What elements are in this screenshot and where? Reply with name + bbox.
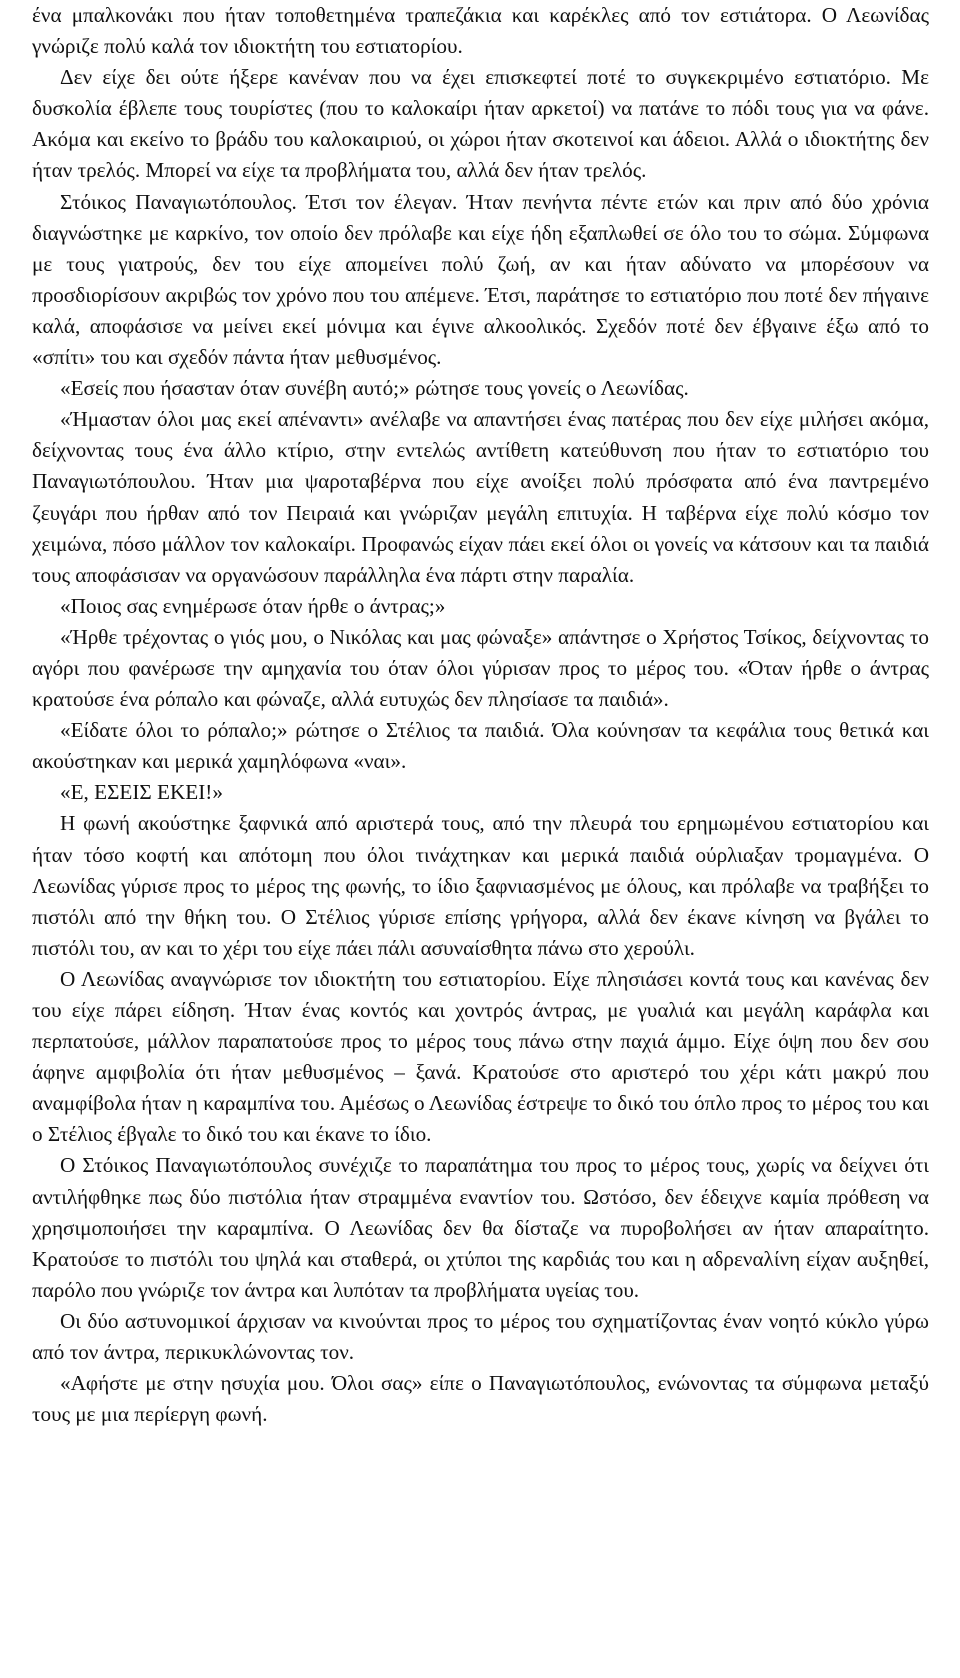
document-page	[32, 0, 929, 1430]
paragraph-13: Οι δύο αστυνομικοί άρχισαν να κινούνται προς το μέρος του σχηματίζοντας έναν νοητό κύκλο γύρω από τον άντρα, περικυκλώνοντας τον.	[32, 1308, 929, 1365]
paragraph-10: Η φωνή ακούστηκε ξαφνικά από αριστερά τους, από την πλευρά του ερημωμένου εστιατορίου και ήταν τόσο κοφτή και απότομη που όλοι τινάχτηκαν και μερικά παιδιά ούρλιαξαν τρομαγμένα. Ο Λεωνίδας γύρισε προς το μέρος της φωνής, το ίδιο ξαφνιασμένος με όλους, και πρόλαβε να τραβήξει το πιστόλι από την θήκη του. Ο Στέλιος γύρισε επίσης γρήγορα, αλλά δεν έκανε κίνηση να βγάλει το πιστόλι του, αν και το χέρι του είχε πάει πάλι ασυναίσθητα πάνω στο χερούλι.	[32, 811, 929, 960]
paragraph-1: ένα μπαλκονάκι που ήταν τοποθετημένα τραπεζάκια και καρέκλες από τον εστιάτορα. Ο Λεωνίδας γνώριζε πολύ καλά τον ιδιοκτήτη του εστιατορίου.	[32, 3, 929, 59]
paragraph-14: «Αφήστε με στην ησυχία μου. Όλοι σας» είπε ο Παναγιωτόπουλος, ενώνοντας τα σύμφωνα μεταξύ τους με μια περίεργη φωνή.	[32, 1371, 929, 1427]
paragraph-3: Στόικος Παναγιωτόπουλος. Έτσι τον έλεγαν. Ήταν πενήντα πέντε ετών και πριν από δύο χρόνια διαγνώστηκε με καρκίνο, τον οποίο δεν πρόλαβε και είχε ήδη εξαπλωθεί σε όλο του το σώμα. Σύμφωνα με τους γιατρούς, δεν του είχε απομείνει πολύ ζωή, αν και ήταν αδύνατο να μπορέσουν να προσδιορίσουν ακριβώς τον χρόνο που του απέμενε. Έτσι, παράτησε το εστιατόριο που ποτέ δεν πήγαινε καλά, αποφάσισε να μείνει εκεί μόνιμα και έγινε αλκοολικός. Σχεδόν ποτέ δεν έβγαινε έξω από το «σπίτι» του και σχεδόν πάντα ήταν μεθυσμένος.	[32, 189, 929, 370]
paragraph-11: Ο Λεωνίδας αναγνώρισε τον ιδιοκτήτη του εστιατορίου. Είχε πλησιάσει κοντά τους και κανένας δεν του είχε πάρει είδηση. Ήταν ένας κοντός και χοντρός άντρας, με γυαλιά και μεγάλη καράφλα και περπατούσε, μάλλον παραπατούσε προς το μέρος τους πάνω στην παχιά άμμο. Είχε όψη που δεν σου άφηνε αμφιβολία ότι ήταν μεθυσμένος – ξανά. Κρατούσε στο αριστερό του χέρι κάτι μακρύ που αναμφίβολα ήταν η καραμπίνα του. Αμέσως ο Λεωνίδας έστρεψε το δικό του όπλο προς το μέρος του και ο Στέλιος έβγαλε το δικό του και έκανε το ίδιο.	[32, 966, 929, 1147]
paragraph-12: Ο Στόικος Παναγιωτόπουλος συνέχιζε το παραπάτημα του προς το μέρος τους, χωρίς να δείχνει ότι αντιλήφθηκε πως δύο πιστόλια ήταν στραμμένα εναντίον του. Ωστόσο, δεν έδειχνε καμία πρόθεση να χρησιμοποιήσει την καραμπίνα. Ο Λεωνίδας δεν θα δίσταζε να πυροβολήσει αν ήταν απαραίτητο. Κρατούσε το πιστόλι του ψηλά και σταθερά, οι χτύποι της καρδιάς του και η αδρεναλίνη είχαν αυξηθεί, παρόλο που γνώριζε τον άντρα και λυπόταν τα προβλήματα υγείας του.	[32, 1153, 929, 1302]
paragraph-8: «Είδατε όλοι το ρόπαλο;» ρώτησε ο Στέλιος τα παιδιά. Όλα κούνησαν τα κεφάλια τους θετικά και ακούστηκαν και μερικά χαμηλόφωνα «ναι».	[32, 718, 929, 774]
paragraph-9: «Ε, ΕΣΕΙΣ ΕΚΕΙ!»	[60, 780, 223, 805]
paragraph-7: «Ήρθε τρέχοντας ο γιός μου, ο Νικόλας και μας φώναξε» απάντησε ο Χρήστος Τσίκος, δείχνοντας το αγόρι που φανέρωσε την αμηχανία του όταν όλοι γύρισαν προς το μέρος του. «Όταν ήρθε ο άντρας κρατούσε ένα ρόπαλο και φώναζε, αλλά ευτυχώς δεν πλησίασε τα παιδιά».	[32, 624, 929, 712]
paragraph-6: «Ποιος σας ενημέρωσε όταν ήρθε ο άντρας;»	[60, 593, 446, 618]
paragraph-2: Δεν είχε δει ούτε ήξερε κανέναν που να έχει επισκεφτεί ποτέ το συγκεκριμένο εστιατόριο. Με δυσκολία έβλεπε τους τουρίστες (που το καλοκαίρι ήταν αρκετοί) να πατάνε το πόδι τους για να φάνε. Ακόμα και εκείνο το βράδυ του καλοκαιριού, οι χώροι ήταν σκοτεινοί και άδειοι. Αλλά ο ιδιοκτήτης δεν ήταν τρελός. Μπορεί να είχε τα προβλήματα του, αλλά δεν ήταν τρελός.	[32, 65, 929, 183]
paragraph-4: «Εσείς που ήσασταν όταν συνέβη αυτό;» ρώτησε τους γονείς ο Λεωνίδας.	[60, 376, 689, 401]
paragraph-5: «Ήμασταν όλοι μας εκεί απέναντι» ανέλαβε να απαντήσει ένας πατέρας που δεν είχε μιλήσει ακόμα, δείχνοντας τους ένα άλλο κτίριο, στην εντελώς αντίθετη κατεύθυνση που ήταν το εστιατόριο του Παναγιωτόπουλου. Ήταν μια ψαροταβέρνα που είχε ανοίξει πολύ πρόσφατα από ένα παντρεμένο ζευγάρι που ήρθαν από τον Πειραιά και γνώριζαν μεγάλη επιτυχία. Η ταβέρνα είχε πολύ κόσμο τον χειμώνα, πόσο μάλλον τον καλοκαίρι. Προφανώς είχαν πάει εκεί όλοι οι γονείς να κάτσουν και τα παιδιά τους αποφάσισαν να οργανώσουν παράλληλα ένα πάρτι στην παραλία.	[32, 407, 929, 587]
